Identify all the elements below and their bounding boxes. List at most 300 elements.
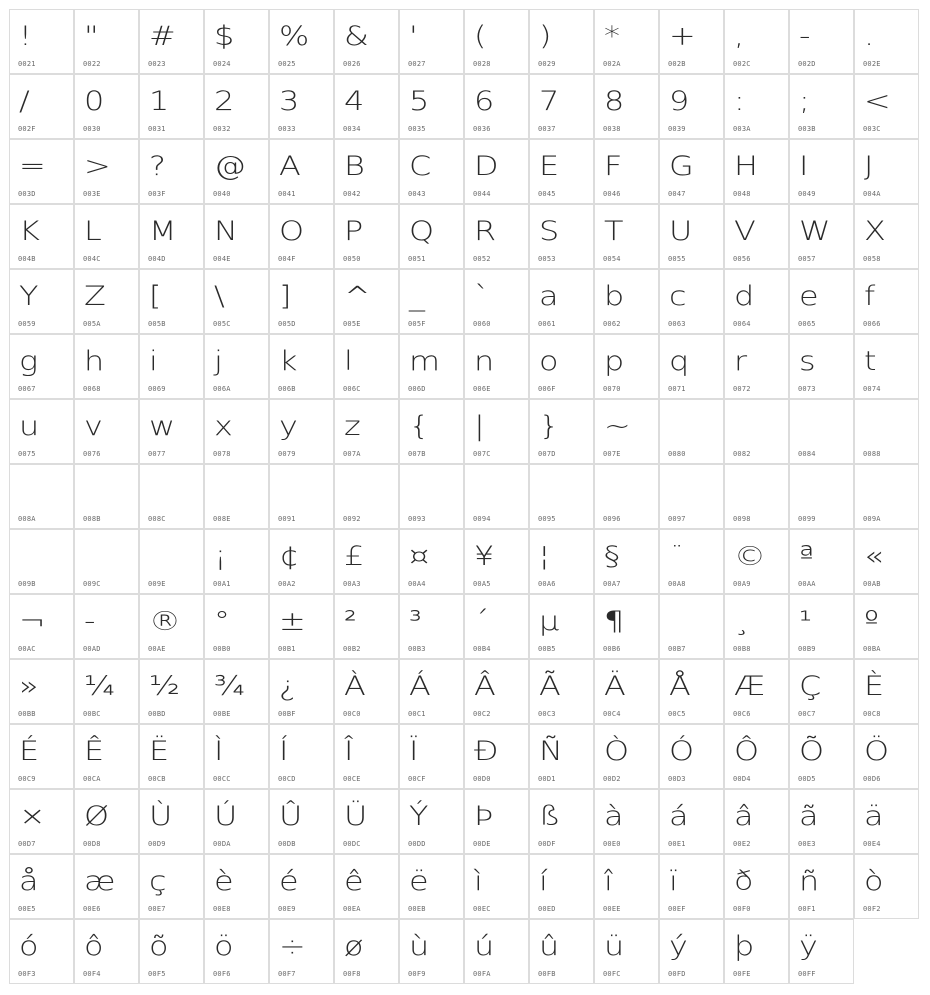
glyph-cell: [854, 464, 919, 529]
glyph-cell: [464, 789, 529, 854]
glyph-codepoint-label: 002E: [863, 60, 881, 68]
glyph-cell: [854, 74, 919, 139]
glyph-character: H: [734, 151, 758, 182]
glyph-codepoint-label: 00DC: [343, 840, 361, 848]
glyph-codepoint-label: 00B9: [798, 645, 816, 653]
glyph-character: ´: [474, 606, 490, 637]
glyph-codepoint-label: 00EA: [343, 905, 361, 913]
glyph-codepoint-label: 00F9: [408, 970, 426, 978]
glyph-character: Â: [474, 671, 496, 702]
glyph-character: º: [864, 606, 880, 637]
glyph-codepoint-label: 0067: [18, 385, 36, 393]
glyph-cell: [464, 854, 529, 919]
glyph-character: ª: [799, 541, 815, 572]
glyph-cell: [594, 399, 659, 464]
glyph-character: [: [149, 281, 162, 312]
glyph-character: ó: [19, 931, 39, 962]
glyph-codepoint-label: 005E: [343, 320, 361, 328]
glyph-character: ¤: [409, 541, 430, 572]
glyph-cell: [269, 74, 334, 139]
glyph-codepoint-label: 006C: [343, 385, 361, 393]
glyph-character: §: [604, 541, 620, 572]
glyph-codepoint-label: 00D9: [148, 840, 166, 848]
glyph-character: Z: [84, 281, 106, 312]
glyph-character: ö: [214, 931, 234, 962]
glyph-codepoint-label: 00EF: [668, 905, 686, 913]
glyph-cell: [204, 9, 269, 74]
glyph-codepoint-label: 00DB: [278, 840, 296, 848]
glyph-cell: [269, 659, 334, 724]
glyph-cell: [269, 854, 334, 919]
glyph-cell: [789, 269, 854, 334]
glyph-cell: [139, 854, 204, 919]
glyph-cell: [139, 659, 204, 724]
glyph-character: È: [864, 671, 885, 702]
glyph-character: r: [734, 346, 748, 377]
glyph-cell: [724, 399, 789, 464]
glyph-character: z: [344, 411, 361, 442]
glyph-codepoint-label: 00AB: [863, 580, 881, 588]
glyph-codepoint-label: 00C8: [863, 710, 881, 718]
glyph-codepoint-label: 0073: [798, 385, 816, 393]
glyph-codepoint-label: 002A: [603, 60, 621, 68]
glyph-codepoint-label: 00AC: [18, 645, 36, 653]
glyph-codepoint-label: 0088: [863, 450, 881, 458]
glyph-grid: [9, 9, 919, 984]
glyph-codepoint-label: 0052: [473, 255, 491, 263]
glyph-cell: [204, 464, 269, 529]
glyph-cell: [204, 789, 269, 854]
glyph-cell: [269, 269, 334, 334]
glyph-codepoint-label: 007C: [473, 450, 491, 458]
glyph-character: ×: [19, 801, 46, 832]
glyph-cell: [594, 789, 659, 854]
glyph-codepoint-label: 004E: [213, 255, 231, 263]
glyph-codepoint-label: 00B2: [343, 645, 361, 653]
glyph-character: Y: [19, 281, 39, 312]
glyph-cell: [399, 464, 464, 529]
glyph-codepoint-label: 00F5: [148, 970, 166, 978]
glyph-character: °: [214, 606, 230, 637]
glyph-cell: [9, 204, 74, 269]
glyph-codepoint-label: 00BA: [863, 645, 881, 653]
glyph-cell: [269, 919, 334, 984]
glyph-character: c: [669, 281, 687, 312]
glyph-codepoint-label: 0053: [538, 255, 556, 263]
glyph-character: ñ: [799, 866, 820, 897]
glyph-character: =: [19, 151, 46, 182]
glyph-codepoint-label: 0098: [733, 515, 751, 523]
glyph-cell: [204, 659, 269, 724]
glyph-character: W: [799, 216, 831, 247]
glyph-codepoint-label: 00D0: [473, 775, 491, 783]
glyph-codepoint-label: 00A9: [733, 580, 751, 588]
glyph-cell: [789, 594, 854, 659]
glyph-cell: [139, 269, 204, 334]
glyph-codepoint-label: 00D2: [603, 775, 621, 783]
glyph-cell: [334, 464, 399, 529]
glyph-codepoint-label: 00B6: [603, 645, 621, 653]
glyph-character: L: [84, 216, 102, 247]
glyph-codepoint-label: 005D: [278, 320, 296, 328]
glyph-character: x: [214, 411, 233, 442]
glyph-cell: [399, 919, 464, 984]
glyph-character: è: [214, 866, 234, 897]
glyph-cell: [399, 529, 464, 594]
glyph-codepoint-label: 0070: [603, 385, 621, 393]
glyph-codepoint-label: 0049: [798, 190, 816, 198]
glyph-character: Æ: [734, 671, 766, 702]
glyph-codepoint-label: 0048: [733, 190, 751, 198]
glyph-codepoint-label: 0065: [798, 320, 816, 328]
glyph-character: -: [84, 606, 96, 637]
glyph-codepoint-label: 005A: [83, 320, 101, 328]
glyph-cell: [74, 919, 139, 984]
glyph-character: ï: [669, 866, 678, 897]
glyph-character: V: [734, 216, 756, 247]
glyph-cell: [594, 204, 659, 269]
glyph-character: ²: [344, 606, 357, 637]
glyph-codepoint-label: 0026: [343, 60, 361, 68]
glyph-cell: [789, 529, 854, 594]
glyph-character: F: [604, 151, 623, 182]
glyph-cell: [659, 269, 724, 334]
glyph-cell: [464, 659, 529, 724]
glyph-character: ¦: [539, 541, 550, 572]
glyph-codepoint-label: 0061: [538, 320, 556, 328]
glyph-codepoint-label: 0058: [863, 255, 881, 263]
glyph-character: á: [669, 801, 689, 832]
glyph-character: K: [19, 216, 40, 247]
glyph-character: :: [734, 86, 745, 117]
glyph-cell: [659, 724, 724, 789]
glyph-codepoint-label: 0082: [733, 450, 751, 458]
glyph-character: ò: [864, 866, 884, 897]
glyph-character: @: [214, 151, 246, 182]
glyph-cell: [529, 139, 594, 204]
glyph-cell: [854, 659, 919, 724]
glyph-character: Ç: [799, 671, 822, 702]
glyph-character: *: [604, 21, 620, 52]
glyph-codepoint-label: 00C9: [18, 775, 36, 783]
glyph-codepoint-label: 00C4: [603, 710, 621, 718]
glyph-cell: [529, 74, 594, 139]
glyph-cell: [464, 204, 529, 269]
glyph-codepoint-label: 0038: [603, 125, 621, 133]
glyph-cell: [594, 854, 659, 919]
glyph-cell: [9, 9, 74, 74]
glyph-character: q: [669, 346, 690, 377]
glyph-character: ±: [279, 606, 306, 637]
glyph-codepoint-label: 00D1: [538, 775, 556, 783]
glyph-cell: [529, 594, 594, 659]
glyph-codepoint-label: 0095: [538, 515, 556, 523]
glyph-character: Ö: [864, 736, 890, 767]
glyph-cell: [9, 334, 74, 399]
glyph-cell: [74, 724, 139, 789]
glyph-codepoint-label: 00A8: [668, 580, 686, 588]
glyph-cell: [789, 74, 854, 139]
glyph-codepoint-label: 004A: [863, 190, 881, 198]
glyph-cell: [9, 789, 74, 854]
glyph-cell: [789, 334, 854, 399]
glyph-codepoint-label: 00C7: [798, 710, 816, 718]
glyph-cell: [854, 724, 919, 789]
glyph-cell: [854, 594, 919, 659]
glyph-cell: [334, 854, 399, 919]
glyph-character: O: [279, 216, 305, 247]
glyph-character: ¨: [669, 541, 685, 572]
glyph-cell: [9, 464, 74, 529]
glyph-cell: [139, 74, 204, 139]
glyph-character: ù: [409, 931, 430, 962]
glyph-character: 9: [669, 86, 690, 117]
glyph-codepoint-label: 00FA: [473, 970, 491, 978]
glyph-cell: [74, 334, 139, 399]
glyph-cell: [269, 529, 334, 594]
glyph-codepoint-label: 0029: [538, 60, 556, 68]
glyph-cell: [204, 529, 269, 594]
glyph-cell: [74, 74, 139, 139]
glyph-character: ë: [409, 866, 429, 897]
glyph-character: D: [474, 151, 499, 182]
glyph-cell: [399, 269, 464, 334]
glyph-cell: [9, 659, 74, 724]
glyph-codepoint-label: 003D: [18, 190, 36, 198]
glyph-cell: [74, 464, 139, 529]
glyph-codepoint-label: 00C5: [668, 710, 686, 718]
glyph-codepoint-label: 00DD: [408, 840, 426, 848]
glyph-codepoint-label: 0033: [278, 125, 296, 133]
glyph-cell: [789, 919, 854, 984]
glyph-character: X: [864, 216, 886, 247]
glyph-character: I: [799, 151, 809, 182]
glyph-cell: [464, 919, 529, 984]
glyph-cell: [789, 659, 854, 724]
glyph-character: Þ: [474, 801, 494, 832]
glyph-character: ¬: [19, 606, 46, 637]
glyph-cell: [724, 74, 789, 139]
glyph-character: k: [279, 346, 298, 377]
glyph-codepoint-label: 0023: [148, 60, 166, 68]
glyph-cell: [204, 399, 269, 464]
glyph-codepoint-label: 00EE: [603, 905, 621, 913]
glyph-cell: [529, 659, 594, 724]
glyph-cell: [529, 399, 594, 464]
glyph-cell: [529, 9, 594, 74]
glyph-codepoint-label: 00B5: [538, 645, 556, 653]
glyph-codepoint-label: 0084: [798, 450, 816, 458]
glyph-codepoint-label: 00BB: [18, 710, 36, 718]
glyph-character: ®: [149, 606, 181, 637]
glyph-character: +: [669, 21, 696, 52]
glyph-codepoint-label: 00D4: [733, 775, 751, 783]
glyph-character: G: [669, 151, 694, 182]
glyph-cell: [724, 139, 789, 204]
glyph-cell: [9, 594, 74, 659]
glyph-character: ?: [149, 151, 166, 182]
glyph-character: <: [864, 86, 891, 117]
glyph-codepoint-label: 004F: [278, 255, 296, 263]
glyph-cell: [724, 9, 789, 74]
glyph-codepoint-label: 00F2: [863, 905, 881, 913]
glyph-character: {: [409, 411, 430, 442]
glyph-codepoint-label: 007A: [343, 450, 361, 458]
glyph-codepoint-label: 0035: [408, 125, 426, 133]
glyph-character: U: [669, 216, 693, 247]
glyph-character: 4: [344, 86, 365, 117]
glyph-cell: [204, 204, 269, 269]
glyph-character: Đ: [474, 736, 499, 767]
glyph-cell: [334, 269, 399, 334]
glyph-cell: [724, 919, 789, 984]
glyph-cell: [724, 204, 789, 269]
glyph-cell: [854, 269, 919, 334]
glyph-codepoint-label: 0039: [668, 125, 686, 133]
glyph-cell: [464, 269, 529, 334]
glyph-codepoint-label: 00B7: [668, 645, 686, 653]
glyph-character: ì: [474, 866, 483, 897]
glyph-character: Ã: [539, 671, 561, 702]
glyph-codepoint-label: 00E1: [668, 840, 686, 848]
glyph-codepoint-label: 00D5: [798, 775, 816, 783]
glyph-character: ¡: [214, 541, 227, 572]
glyph-character: ]: [279, 281, 292, 312]
glyph-cell: [659, 139, 724, 204]
glyph-codepoint-label: 004B: [18, 255, 36, 263]
glyph-cell: [334, 74, 399, 139]
glyph-character: µ: [539, 606, 560, 637]
glyph-character: -: [799, 21, 811, 52]
glyph-cell: [334, 594, 399, 659]
glyph-codepoint-label: 00E7: [148, 905, 166, 913]
glyph-codepoint-label: 0093: [408, 515, 426, 523]
glyph-cell: [659, 464, 724, 529]
glyph-character: å: [19, 866, 39, 897]
glyph-codepoint-label: 006E: [473, 385, 491, 393]
glyph-character: #: [149, 21, 176, 52]
glyph-cell: [399, 139, 464, 204]
glyph-codepoint-label: 00F7: [278, 970, 296, 978]
glyph-character: ô: [84, 931, 104, 962]
glyph-codepoint-label: 0080: [668, 450, 686, 458]
glyph-character: æ: [84, 866, 116, 897]
glyph-cell: [789, 399, 854, 464]
glyph-character: R: [474, 216, 497, 247]
glyph-character: û: [539, 931, 560, 962]
glyph-character: y: [279, 411, 298, 442]
glyph-codepoint-label: 004D: [148, 255, 166, 263]
glyph-cell: [724, 724, 789, 789]
glyph-cell: [789, 789, 854, 854]
glyph-cell: [204, 334, 269, 399]
glyph-codepoint-label: 0060: [473, 320, 491, 328]
glyph-character: S: [539, 216, 560, 247]
glyph-cell: [334, 399, 399, 464]
glyph-codepoint-label: 0063: [668, 320, 686, 328]
glyph-cell: [529, 464, 594, 529]
glyph-cell: [854, 399, 919, 464]
glyph-codepoint-label: 0031: [148, 125, 166, 133]
glyph-character: é: [279, 866, 299, 897]
glyph-cell: [724, 334, 789, 399]
glyph-character: ;: [799, 86, 810, 117]
glyph-cell: [659, 659, 724, 724]
glyph-codepoint-label: 0021: [18, 60, 36, 68]
glyph-cell: [139, 334, 204, 399]
glyph-character: ^: [344, 281, 371, 312]
glyph-codepoint-label: 0077: [148, 450, 166, 458]
glyph-cell: [399, 334, 464, 399]
glyph-character: Ü: [344, 801, 368, 832]
glyph-codepoint-label: 003F: [148, 190, 166, 198]
glyph-cell: [139, 204, 204, 269]
glyph-codepoint-label: 00F1: [798, 905, 816, 913]
glyph-character: ÷: [279, 931, 306, 962]
glyph-codepoint-label: 0071: [668, 385, 686, 393]
glyph-cell: [789, 9, 854, 74]
glyph-character: Ä: [604, 671, 626, 702]
glyph-codepoint-label: 0078: [213, 450, 231, 458]
glyph-character: l: [344, 346, 353, 377]
glyph-codepoint-label: 0068: [83, 385, 101, 393]
glyph-codepoint-label: 00F0: [733, 905, 751, 913]
glyph-codepoint-label: 0044: [473, 190, 491, 198]
glyph-codepoint-label: 007B: [408, 450, 426, 458]
glyph-character: «: [864, 541, 884, 572]
glyph-character: P: [344, 216, 364, 247]
glyph-character: (: [474, 21, 487, 52]
glyph-codepoint-label: 0036: [473, 125, 491, 133]
glyph-cell: [529, 919, 594, 984]
glyph-cell: [464, 529, 529, 594]
glyph-cell: [269, 594, 334, 659]
glyph-cell: [74, 269, 139, 334]
glyph-codepoint-label: 004C: [83, 255, 101, 263]
glyph-codepoint-label: 00AD: [83, 645, 101, 653]
glyph-cell: [139, 464, 204, 529]
glyph-character: ': [409, 21, 418, 52]
glyph-codepoint-label: 003E: [83, 190, 101, 198]
glyph-character: ê: [344, 866, 364, 897]
glyph-cell: [789, 854, 854, 919]
glyph-codepoint-label: 003C: [863, 125, 881, 133]
glyph-cell: [204, 724, 269, 789]
glyph-character: ¹: [799, 606, 812, 637]
glyph-codepoint-label: 0047: [668, 190, 686, 198]
glyph-codepoint-label: 009A: [863, 515, 881, 523]
glyph-cell: [594, 139, 659, 204]
glyph-character: 5: [409, 86, 430, 117]
glyph-cell: [464, 74, 529, 139]
glyph-cell: [204, 594, 269, 659]
glyph-cell: [9, 399, 74, 464]
glyph-cell: [659, 594, 724, 659]
glyph-cell: [399, 9, 464, 74]
glyph-cell: [854, 789, 919, 854]
glyph-character: õ: [149, 931, 169, 962]
glyph-cell: [334, 204, 399, 269]
glyph-codepoint-label: 009B: [18, 580, 36, 588]
glyph-character: Ò: [604, 736, 630, 767]
glyph-codepoint-label: 0046: [603, 190, 621, 198]
glyph-cell: [9, 139, 74, 204]
glyph-codepoint-label: 00BE: [213, 710, 231, 718]
glyph-codepoint-label: 00BD: [148, 710, 166, 718]
glyph-codepoint-label: 0097: [668, 515, 686, 523]
glyph-codepoint-label: 0062: [603, 320, 621, 328]
glyph-cell: [399, 74, 464, 139]
